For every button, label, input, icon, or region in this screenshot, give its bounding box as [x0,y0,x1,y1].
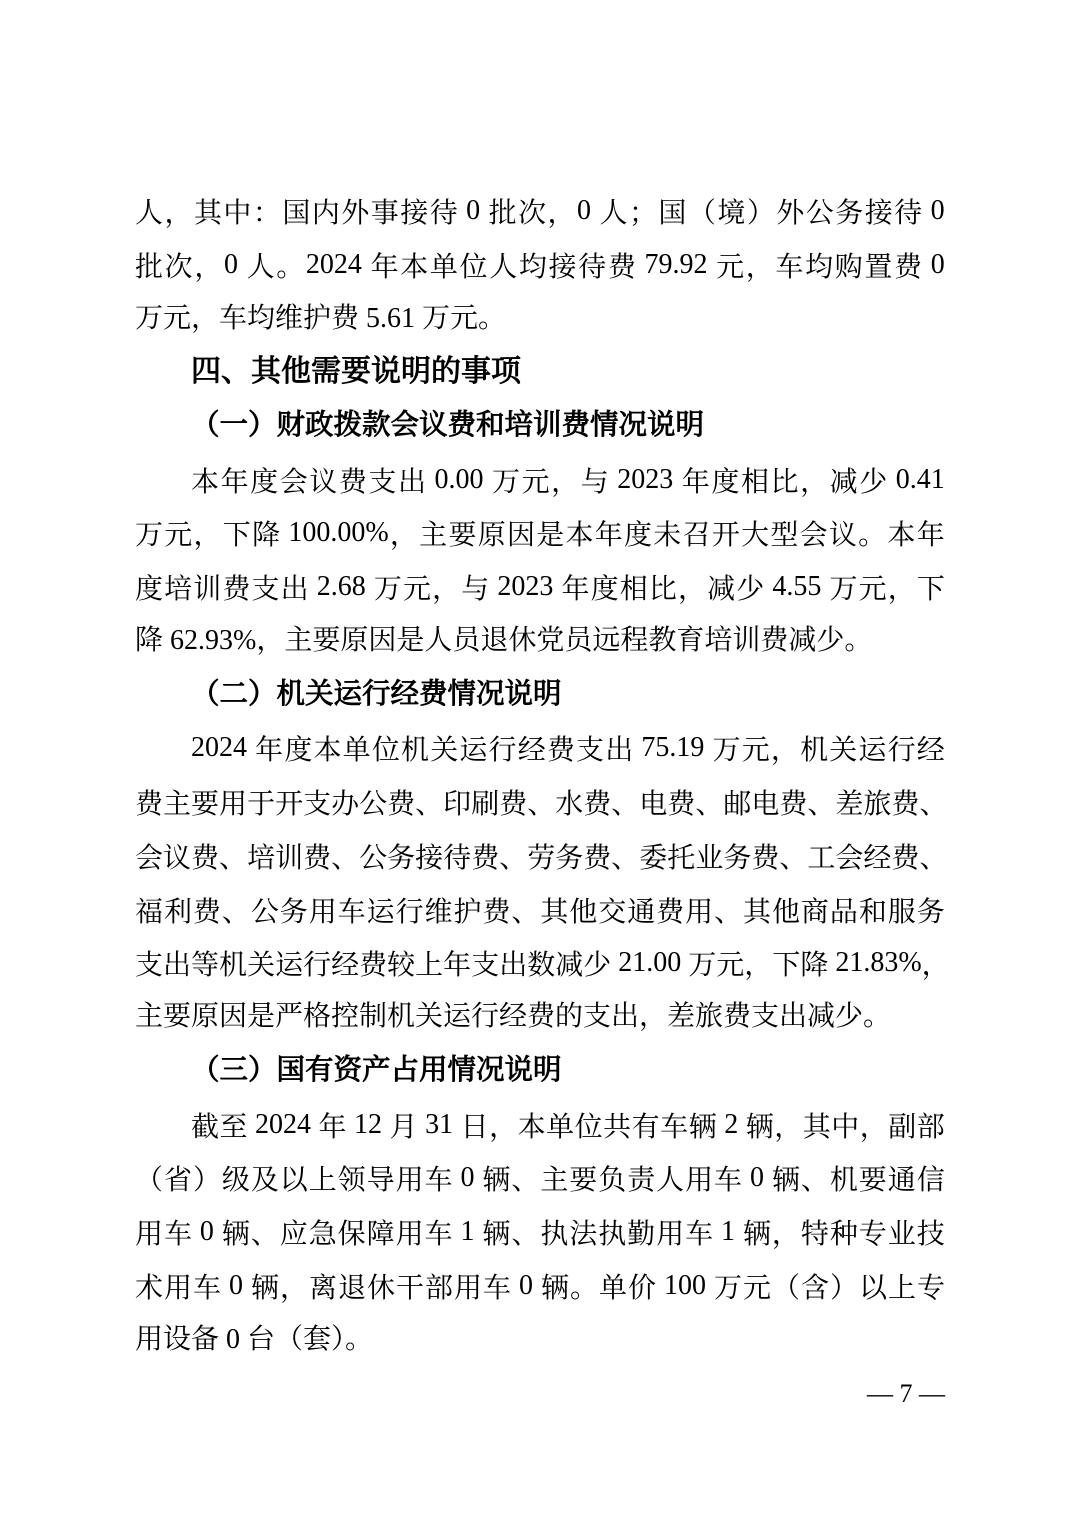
subsection-heading: （三）国有资产占用情况说明 [191,1055,562,1086]
body-text-line: （ 省 ） 级 及 以 上 领 导 用 车 0 辆 、 主 要 负 责 人 用 车 0 辆 、 机 要 通 信 [135,1162,945,1197]
body-text-line: 万元，车均维护费 5.61 万元。 [135,302,507,334]
body-text-line: 福 利 费 、 公 务 用 车 运 行 维 护 费 、 其 他 交 通 费 用 、 其 他 商 品 和 服 务 [135,896,945,928]
body-text-line: 费 主 要 用 于 开 支 办 公 费 、 印 刷 费 、 水 费 、 电 费 、 邮 电 费 、 差 旅 费 、 [135,789,948,821]
body-text-line: 人 ， 其 中 ： 国 内 外 事 接 待 0 批 次 ， 0 人 ； 国 （ 境 ） 外 公 务 接 待 0 [135,194,945,229]
body-text-line: 主要原因是严格控制机关运行经费的支出，差旅费支出减少。 [135,1001,892,1033]
subsection-heading: （一）财政拨款会议费和培训费情况说明 [191,410,705,441]
body-text-line: 术 用 车 0 辆 ， 离 退 休 干 部 用 车 0 辆 。 单 价 100 万 元 （ 含 ） 以 上 专 [135,1269,945,1304]
body-text-line: 截 至 2024 年 12 月 31 日 ， 本 单 位 共 有 车 辆 2 辆 ， 其 中 ， 副 部 [191,1108,945,1143]
body-text-line: 用设备 0 台（套）。 [135,1323,374,1355]
section-heading: 四、其他需要说明的事项 [191,355,521,389]
text-block [135,184,950,1420]
body-text-line: 用 车 0 辆 、 应 急 保 障 用 车 1 辆 、 执 法 执 勤 用 车 1 辆 ， 特 种 专 业 技 [135,1216,945,1251]
page-number: — 7 — [867,1378,945,1408]
body-text-line: 会 议 费 、 培 训 费 、 公 务 接 待 费 、 劳 务 费 、 委 托 业 务 费 、 工 会 经 费 、 [135,842,948,874]
body-text-line: 2024 年 度 本 单 位 机 关 运 行 经 费 支 出 75.19 万 元 ， 机 关 运 行 经 [191,732,945,767]
body-text-line: 本 年 度 会 议 费 支 出 0.00 万 元 ， 与 2023 年 度 相 比 ， 减 少 0.41 [191,463,945,498]
subsection-heading: （二）机关运行经费情况说明 [191,678,562,710]
body-text-line: 批 次 ， 0 人 。 2024 年 本 单 位 人 均 接 待 费 79.92 元 ， 车 均 购 置 费 0 [135,248,945,283]
body-text-line: 支 出 等 机 关 运 行 经 费 较 上 年 支 出 数 减 少 21.00 万 元 ， 下 降 21.83% ， [135,947,950,982]
body-text-line: 度 培 训 费 支 出 2.68 万 元 ， 与 2023 年 度 相 比 ， 减 少 4.55 万 元 ， 下 [135,571,945,606]
body-text-line: 降 62.93%，主要原因是人员退休党员远程教育培训费减少。 [135,625,873,656]
body-text-line: 万 元 ， 下 降 100.00% ， 主 要 原 因 是 本 年 度 未 召 开 大 型 会 议 。 本 年 [135,517,945,552]
